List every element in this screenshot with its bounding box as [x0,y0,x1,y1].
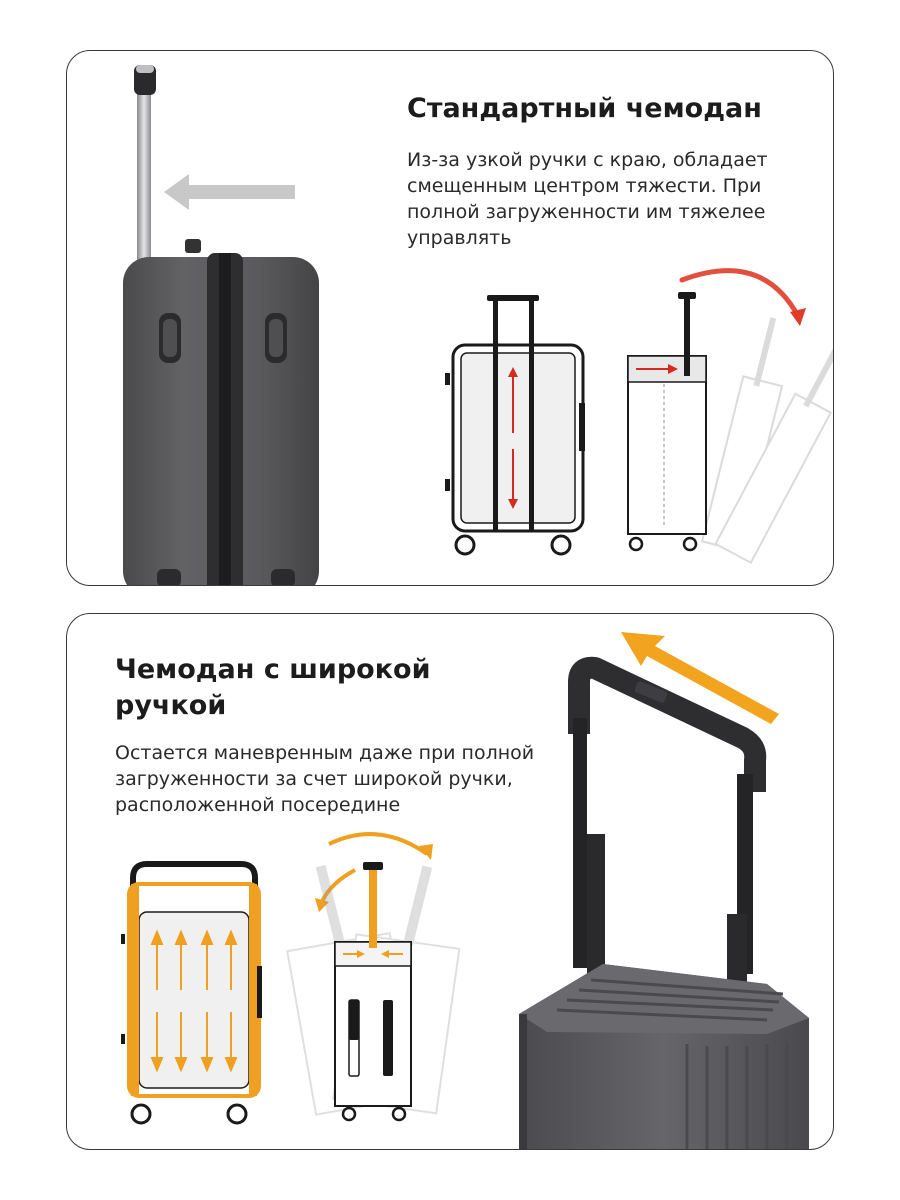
narrow-handle-side-diagram [622,256,822,556]
standard-suitcase-title: Стандартный чемодан [407,93,762,124]
wide-handle-suitcase-card [66,613,834,1150]
wide-handle-title: Чемодан с широкой ручкой [115,654,431,721]
wide-handle-description: Остается маневренным даже при полной загруженности за счет широкой ручки, расположенной посередине [115,742,535,816]
narrow-handle-front-diagram [443,291,593,561]
wide-handle-front-diagram [119,854,269,1144]
standard-suitcase-card [66,50,834,586]
wide-handle-side-diagram [299,824,459,1124]
standard-suitcase-description: Из-за узкой ручки с краю, обладает смещенным центром тяжести. При полной загруженности им тяжелее управлять [407,149,768,249]
